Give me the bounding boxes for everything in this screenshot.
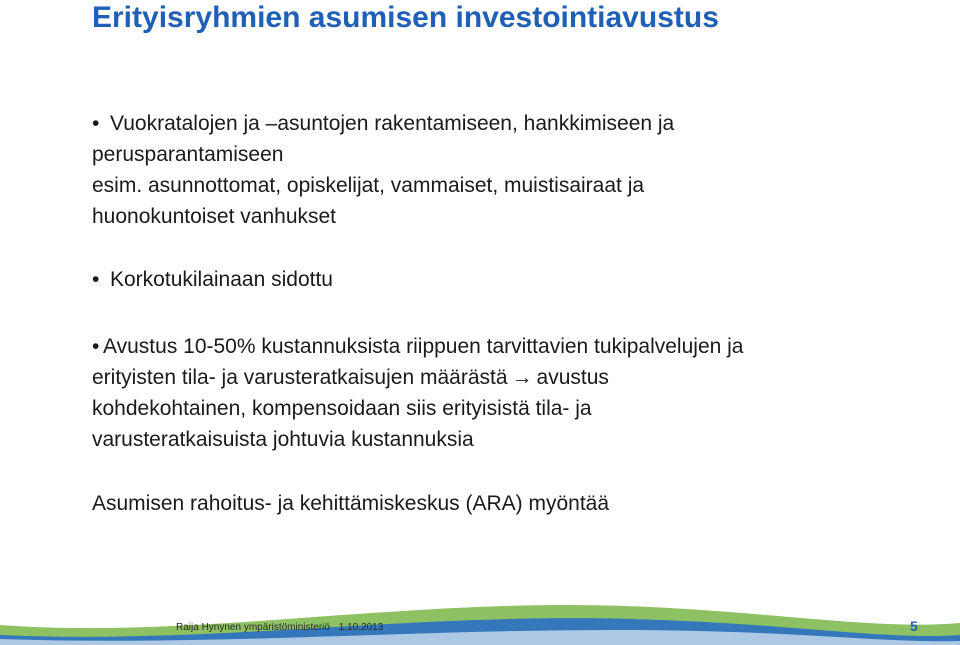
bullet-item-3 [92, 331, 942, 362]
bullet-text-continued: kohdekohtainen, kompensoidaan siis erityisistä tila- ja [92, 397, 592, 420]
slide-content [92, 108, 942, 519]
bullet-text: Vuokratalojen ja –asuntojen rakentamiseen, hankkimiseen ja [110, 112, 675, 135]
footer-info [176, 622, 389, 633]
closing-line: Asumisen rahoitus- ja kehittämiskeskus (ARA) myöntää [92, 492, 610, 515]
bullet-text-part: avustus [536, 366, 609, 389]
bullet-item-2 [92, 264, 942, 295]
bullet-text-continued: esim. asunnottomat, opiskelijat, vammaiset, muistisairaat ja [92, 174, 645, 197]
bullet-icon: • [92, 112, 100, 135]
bullet-text: Korkotukilainaan sidottu [110, 268, 333, 291]
bullet-text-continued: varusteratkaisuista johtuvia kustannuksia [92, 428, 474, 451]
footer-author: Raija Hynynen ympäristöministeriö [176, 622, 330, 633]
page-number: 5 [910, 618, 918, 634]
footer-wave-decoration [0, 585, 960, 645]
bullet-icon: • [92, 268, 100, 291]
bullet-text-continued: huonokuntoiset vanhukset [92, 205, 337, 228]
bullet-text-continued [92, 362, 942, 393]
slide-title: Erityisryhmien asumisen investointiavustus [92, 1, 719, 34]
bullet-icon: • [92, 335, 100, 358]
bullet-item-1 [92, 108, 942, 139]
bullet-text-part: erityisten tila- ja varusteratkaisujen määrästä [92, 366, 508, 389]
bullet-text-continued: perusparantamiseen [92, 143, 284, 166]
bullet-text: Avustus 10-50% kustannuksista riippuen tarvittavien tukipalvelujen ja [103, 335, 744, 358]
footer-date: 1.10.2013 [338, 622, 384, 633]
arrow-right-icon: → [511, 366, 533, 389]
